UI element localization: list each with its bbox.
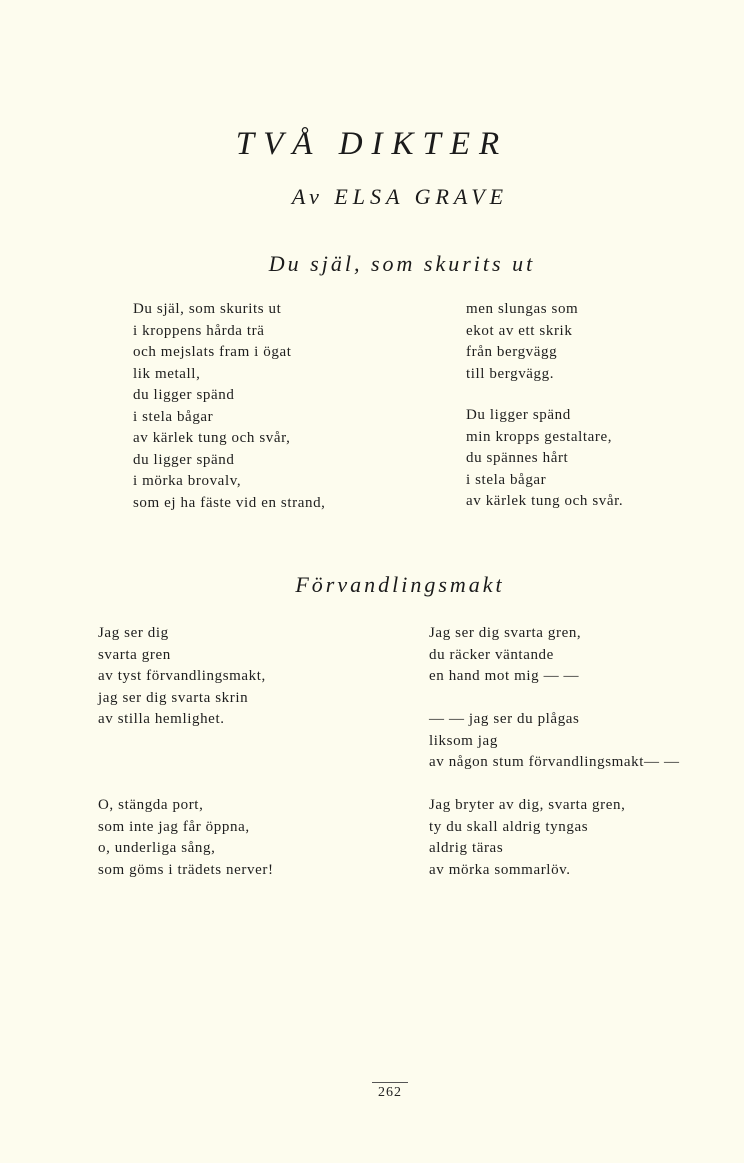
page-title: TVÅ DIKTER <box>235 126 509 162</box>
poem-line: du ligger spänd <box>133 451 235 468</box>
poem-line: liksom jag <box>429 732 498 749</box>
poem-line: Du själ, som skurits ut <box>133 301 282 317</box>
poem-line: och mejslats fram i ögat <box>133 344 292 360</box>
poem-line: som inte jag får öppna, <box>98 818 250 835</box>
poem-line: av mörka sommarlöv. <box>429 861 571 878</box>
poem-line: jag ser dig svarta skrin <box>98 689 249 706</box>
poem-1-stanza-right-2 <box>466 405 623 513</box>
poem-line: lik metall, <box>133 365 201 382</box>
poem-2-stanza-left-1 <box>98 623 266 731</box>
poem-2-stanza-left-2 <box>98 795 274 881</box>
author-byline: Av ELSA GRAVE <box>291 184 509 209</box>
poem-line: i stela bågar <box>466 471 547 488</box>
poem-line: en hand mot mig — — <box>429 668 580 684</box>
poem-line: Jag ser dig svarta gren, <box>429 625 582 641</box>
poem-1-stanza-right-1 <box>466 299 578 385</box>
poem-line: du räcker väntande <box>429 646 554 663</box>
poem-line: ty du skall aldrig tyngas <box>429 818 589 835</box>
poem-line: från bergvägg <box>466 344 558 360</box>
poem-2-stanza-right-1 <box>429 623 581 688</box>
poem-line: av kärlek tung och svår, <box>133 430 291 446</box>
poem-2-title: Förvandlingsmakt <box>295 572 505 597</box>
poem-line: av stilla hemlighet. <box>98 711 225 727</box>
poem-line: i mörka brovalv, <box>133 473 242 489</box>
poem-line: du ligger spänd <box>133 387 235 403</box>
poem-line: som ej ha fäste vid en strand, <box>133 494 326 511</box>
poem-line: — — jag ser du plågas <box>429 711 580 727</box>
poem-line: men slungas som <box>466 301 579 317</box>
poem-1-stanza-left <box>133 299 326 514</box>
poem-line: O, stängda port, <box>98 797 204 813</box>
poem-1-title: Du själ, som skurits ut <box>268 251 536 276</box>
poem-2-stanza-right-3 <box>429 795 625 881</box>
poem-line: du spännes hårt <box>466 450 569 466</box>
poem-line: av kärlek tung och svår. <box>466 493 624 509</box>
poem-line: Jag ser dig <box>98 625 169 641</box>
poem-line: svarta gren <box>98 646 171 663</box>
page-number: 262 <box>372 1082 408 1101</box>
poem-line: i kroppens hårda trä <box>133 322 265 339</box>
poem-line: aldrig täras <box>429 840 504 856</box>
poem-line: som göms i trädets nerver! <box>98 861 274 878</box>
poem-line: o, underliga sång, <box>98 840 216 856</box>
poem-line: av någon stum förvandlingsmakt— — <box>429 754 680 770</box>
poem-line: av tyst förvandlingsmakt, <box>98 668 266 684</box>
poem-line: i stela bågar <box>133 408 214 425</box>
poem-2-stanza-right-2 <box>429 709 680 774</box>
poem-line: min kropps gestaltare, <box>466 428 613 445</box>
poem-line: Jag bryter av dig, svarta gren, <box>429 797 626 813</box>
poem-line: till bergvägg. <box>466 365 555 382</box>
poem-line: ekot av ett skrik <box>466 322 573 339</box>
poem-line: Du ligger spänd <box>466 407 571 423</box>
